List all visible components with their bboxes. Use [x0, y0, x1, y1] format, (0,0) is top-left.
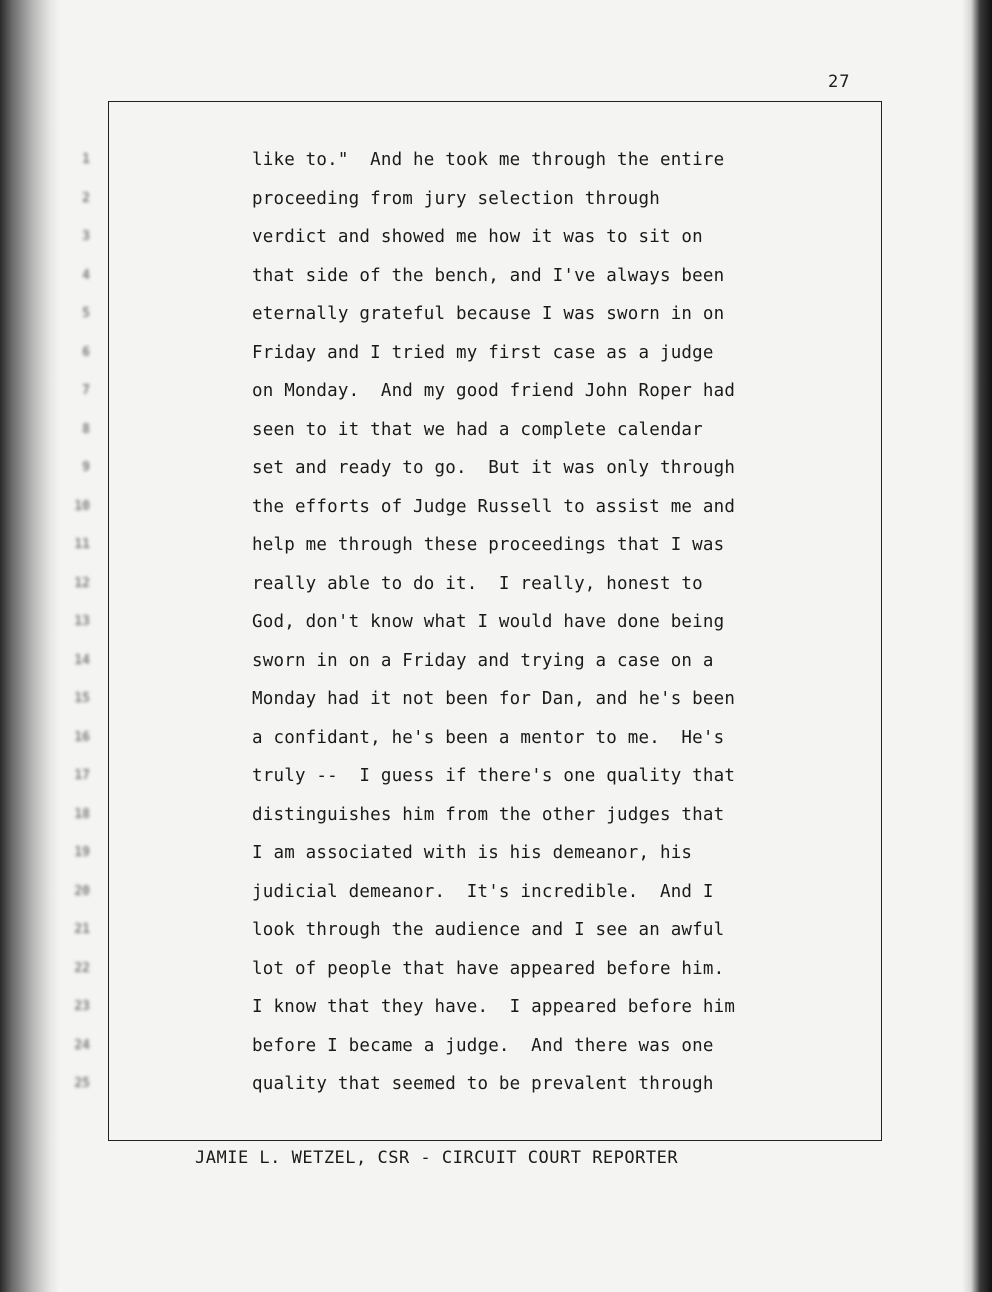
transcript-line: truly -- I guess if there's one quality that: [252, 766, 736, 786]
line-number: 18: [74, 806, 90, 822]
transcript-line: the efforts of Judge Russell to assist me and: [252, 496, 736, 517]
line-number: 22: [74, 960, 90, 976]
page-number: 27: [828, 72, 851, 92]
line-number: 17: [74, 768, 90, 783]
transcript-line: Friday and I tried my first case as a judge: [252, 342, 714, 363]
transcript-line: a confidant, he's been a mentor to me. He's: [252, 727, 725, 748]
transcript-line: that side of the bench, and I've always been: [252, 265, 725, 286]
line-number: 23: [74, 999, 90, 1014]
line-number: 4: [82, 267, 90, 283]
transcript-line: I know that they have. I appeared before him: [252, 997, 736, 1017]
line-number: 25: [74, 1076, 90, 1091]
line-number: 13: [74, 614, 90, 629]
line-number: 19: [74, 845, 90, 860]
line-number: 15: [74, 691, 90, 706]
transcript-line: verdict and showed me how it was to sit on: [252, 227, 703, 247]
transcript-line: like to." And he took me through the entire: [252, 150, 725, 170]
line-number: 24: [74, 1037, 90, 1053]
transcript-line: proceeding from jury selection through: [252, 188, 660, 209]
transcript-line: before I became a judge. And there was one: [252, 1035, 714, 1056]
line-number: 1: [82, 152, 90, 167]
line-number: 16: [74, 729, 90, 745]
line-number: 10: [74, 498, 90, 514]
court-reporter-footer: JAMIE L. WETZEL, CSR - CIRCUIT COURT REPORTER: [195, 1148, 679, 1168]
line-number-column: [50, 146, 90, 1109]
line-number: 9: [82, 460, 90, 475]
transcript-line: set and ready to go. But it was only through: [252, 458, 736, 478]
transcript-line: Monday had it not been for Dan, and he's been: [252, 689, 736, 709]
transcript-line: lot of people that have appeared before him.: [252, 958, 725, 979]
transcript-line: eternally grateful because I was sworn in on: [252, 304, 725, 324]
transcript-line: on Monday. And my good friend John Roper had: [252, 381, 736, 401]
transcript-line: really able to do it. I really, honest to: [252, 573, 703, 594]
line-number: 5: [82, 306, 90, 321]
line-number: 7: [82, 383, 90, 398]
line-number: 20: [74, 883, 90, 899]
line-number: 8: [82, 421, 90, 437]
line-number: 6: [82, 344, 90, 360]
page-edge-shadow: [962, 0, 992, 1292]
transcript-line: look through the audience and I see an awful: [252, 920, 725, 940]
transcript-line: distinguishes him from the other judges that: [252, 804, 725, 825]
transcript-line: seen to it that we had a complete calendar: [252, 419, 703, 440]
line-number: 21: [74, 922, 90, 937]
transcript-line: judicial demeanor. It's incredible. And I: [252, 881, 714, 902]
line-number: 12: [74, 575, 90, 591]
transcript-line: quality that seemed to be prevalent through: [252, 1074, 714, 1094]
line-number: 11: [74, 537, 90, 552]
transcript-body: [252, 146, 735, 1109]
transcript-line: God, don't know what I would have done being: [252, 612, 725, 632]
transcript-line: help me through these proceedings that I was: [252, 535, 725, 555]
line-number: 14: [74, 652, 90, 668]
transcript-line: I am associated with is his demeanor, his: [252, 843, 693, 863]
transcript-line: sworn in on a Friday and trying a case on a: [252, 650, 714, 671]
line-number: 3: [82, 229, 90, 244]
line-number: 2: [82, 190, 90, 206]
